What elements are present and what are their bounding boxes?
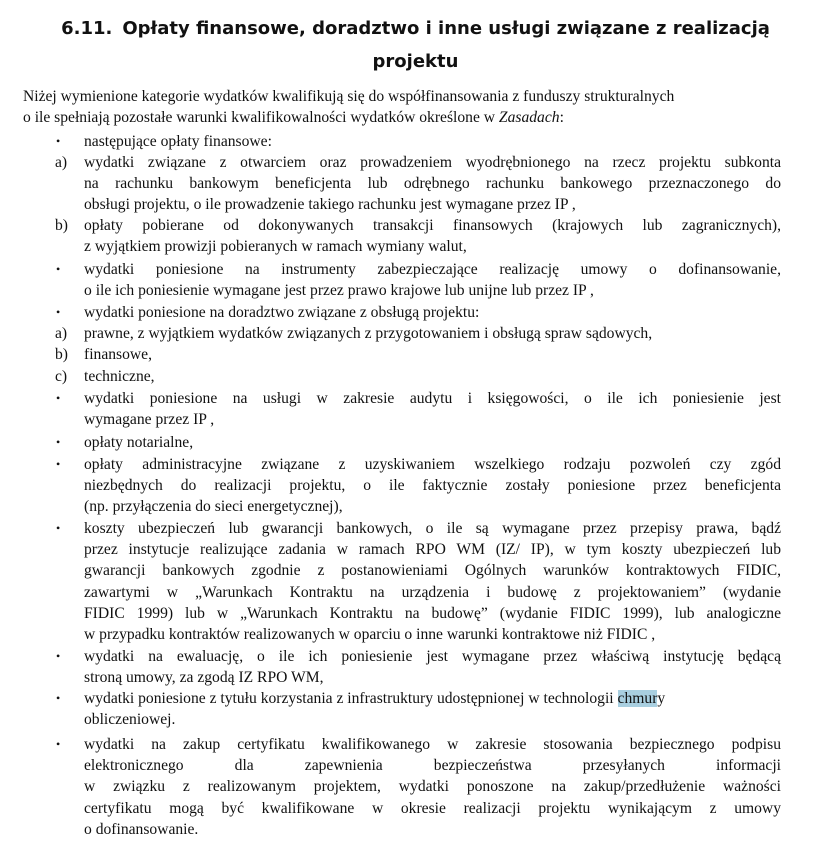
item-line: obsługi projektu, o ile prowadzenie takiego rachunku jest wymagane przez IP , [84,196,576,214]
section-heading [40,14,791,44]
bullet-marker: • [56,521,61,535]
item-line: wydatki związane z otwarciem oraz prowadzeniem wyodrębnionego na rzecz projektu subkonta [84,154,781,171]
item-line: wymagane przez IP , [84,411,215,429]
intro-paragraph [23,86,788,128]
letter-marker: a) [55,154,68,171]
item-line: wydatki poniesione na doradztwo związane z obsługą projektu: [84,304,480,321]
bullet-marker: • [56,134,61,148]
section-number: 6.11. [61,18,113,39]
bullet-marker: • [56,691,61,705]
section-title-line1: Opłaty finansowe, doradztwo i inne usługi związane z realizacją [122,18,770,39]
item-line: koszty ubezpieczeń lub gwarancji bankowych, o ile są wymagane przez przepisy prawa, bądź [84,520,781,537]
intro-line1: Niżej wymienione kategorie wydatków kwalifikują się do współfinansowania z funduszy strukturalnych [23,88,675,105]
item-line: w związku z realizowanym projektem, wydatki ponoszone na zakup/przedłużenie ważności [84,778,781,796]
bullet-marker: • [56,435,61,449]
intro-italic-term: Zasadach [498,109,560,126]
letter-marker: b) [55,217,68,234]
item-line: wydatki poniesione na instrumenty zabezpieczające realizację umowy o dofinansowanie, [84,261,781,278]
item-line: finansowe, [84,346,152,363]
item-line: zawartymi w „Warunkach Kontraktu na urządzenia i budowę z projektowaniem” (wydanie [84,583,781,601]
bullet-marker: • [56,457,61,471]
item-line: stroną umowy, za zgodą IZ RPO WM, [84,669,324,687]
letter-marker: a) [55,325,68,342]
intro-line2: o ile spełniają pozostałe warunki kwalifikowalności wydatków określone w Zasadach: [23,109,564,126]
bullet-marker: • [56,391,61,405]
item-line: wydatki na zakup certyfikatu kwalifikowanego w zakresie stosowania bezpiecznego podpisu [84,736,781,753]
item-line: FIDIC 1999) lub w „Warunkach Kontraktu na budowę” (wydanie FIDIC 1999), lub analogiczne [84,604,781,622]
item-line: wydatki poniesione na usługi w zakresie audytu i księgowości, o ile ich poniesienie jest [84,390,781,407]
item-line: wydatki na ewaluację, o ile ich poniesienie jest wymagane przez właściwą instytucję będącą [84,648,781,665]
bullet-marker: • [56,305,61,319]
item-line: przez instytucje realizujące zadania w ramach RPO WM (IZ/ IP), w tym koszty ubezpieczeń lub [84,541,781,559]
item-line: opłaty notarialne, [84,434,194,451]
item-line: następujące opłaty finansowe: [84,133,272,150]
item-line: opłaty administracyjne związane z uzyskiwaniem wszelkiego rodzaju pozwoleń czy zgód [84,456,781,473]
bullet-marker: • [56,262,61,276]
letter-marker: c) [55,368,68,385]
bullet-marker: • [56,737,61,751]
item-line: obliczeniowej. [84,711,176,729]
item-line: niezbędnych do realizacji projektu, o ile faktycznie zostały poniesione przez beneficjenta [84,477,781,495]
bullet-marker: • [56,649,61,663]
item-line: z wyjątkiem prowizji pobieranych w ramach wymiany walut, [84,238,467,256]
item-line: techniczne, [84,368,155,385]
letter-marker: b) [55,346,68,363]
section-title-line2: projektu [372,51,459,72]
item-line: o ile ich poniesienie wymagane jest przez prawo krajowe lub unijne lub przez IP , [84,282,594,300]
item-line: prawne, z wyjątkiem wydatków związanych z przygotowaniem i obsługą spraw sądowych, [84,325,653,342]
item-line: wydatki poniesione z tytułu korzystania z infrastruktury udostępnionej w technologii chmury [84,690,666,707]
item-line: na rachunku bankowym beneficjenta lub odrębnego rachunku bankowego przeznaczonego do [84,175,781,193]
highlighted-text: chmur [617,690,658,707]
item-line: gwarancji bankowych zgodnie z postanowieniami Ogólnych warunków kontraktowych FIDIC, [84,562,781,580]
item-line: w przypadku kontraktów realizowanych w oparciu o inne warunki kontraktowe niż FIDIC , [84,626,656,644]
item-line: elektronicznego dla zapewnienia bezpieczeństwa przesyłanych informacji [84,757,781,775]
item-line: opłaty pobierane od dokonywanych transakcji finansowych (krajowych lub zagranicznych), [84,217,781,234]
item-line: o dofinansowanie. [84,820,199,838]
item-line: (np. przyłączenia do sieci energetycznej), [84,498,343,516]
item-line: certyfikatu mogą być kwalifikowane w okresie realizacji projektu wynikającym z umowy [84,799,781,817]
